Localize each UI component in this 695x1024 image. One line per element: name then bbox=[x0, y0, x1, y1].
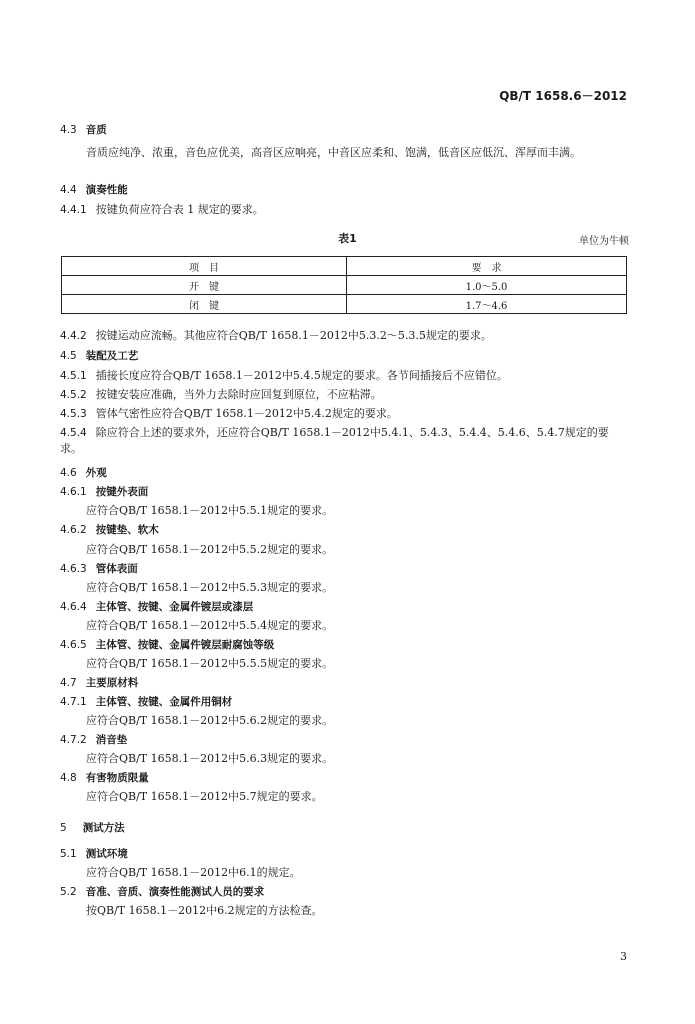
paragraph: 应符合QB/T 1658.1－2012中5.6.3规定的要求。 bbox=[86, 752, 334, 765]
table-header-cell: 项 目 bbox=[62, 257, 347, 276]
table-unit: 单位为牛顿 bbox=[579, 236, 629, 247]
section-heading: 4.6 外观 bbox=[60, 467, 107, 479]
paragraph: 应符合QB/T 1658.1－2012中5.5.4规定的要求。 bbox=[86, 619, 334, 632]
clause: 4.4.2 按键运动应流畅。其他应符合QB/T 1658.1－2012中5.3.2～5.3.5规定的要求。 bbox=[60, 329, 492, 342]
chapter-heading: 5 测试方法 bbox=[60, 822, 125, 834]
section-heading: 4.3 音质 bbox=[60, 124, 107, 136]
section-heading: 4.8 有害物质限量 bbox=[60, 772, 149, 784]
section-heading: 4.4 演奏性能 bbox=[60, 184, 128, 196]
load-table bbox=[61, 256, 627, 314]
table-header-cell: 要 求 bbox=[347, 257, 627, 276]
table-row bbox=[62, 295, 627, 314]
subsection-heading: 4.6.2 按键垫、软木 bbox=[60, 524, 159, 536]
paragraph: 音质应纯净、浓重，音色应优美，高音区应响亮，中音区应柔和、饱满，低音区应低沉、浑厚而丰满。 bbox=[86, 146, 581, 159]
standard-header: QB/T 1658.6－2012 bbox=[499, 89, 627, 103]
paragraph: 应符合QB/T 1658.1－2012中5.5.3规定的要求。 bbox=[86, 581, 334, 594]
paragraph: 应符合QB/T 1658.1－2012中5.6.2规定的要求。 bbox=[86, 714, 334, 727]
paragraph: 按QB/T 1658.1－2012中6.2规定的方法检查。 bbox=[86, 904, 323, 917]
subsection-heading: 4.7.1 主体管、按键、金属件用铜材 bbox=[60, 696, 233, 708]
section-heading: 5.1 测试环境 bbox=[60, 848, 128, 860]
table-cell: 开 键 bbox=[62, 276, 347, 295]
table-header-row bbox=[62, 257, 627, 276]
subsection-heading: 4.6.3 管体表面 bbox=[60, 563, 138, 575]
clause: 4.5.4 除应符合上述的要求外，还应符合QB/T 1658.1－2012中5.4.1、5.4.3、5.4.4、5.4.6、5.4.7规定的要求。 bbox=[60, 426, 609, 455]
section-heading: 5.2 音准、音质、演奏性能测试人员的要求 bbox=[60, 886, 265, 898]
paragraph: 应符合QB/T 1658.1－2012中6.1的规定。 bbox=[86, 866, 301, 879]
page-number: 3 bbox=[620, 950, 627, 963]
clause: 4.4.1 按键负荷应符合表 1 规定的要求。 bbox=[60, 203, 264, 216]
clause: 4.5.2 按键安装应准确，当外力去除时应回复到原位，不应粘滞。 bbox=[60, 388, 382, 401]
subsection-heading: 4.7.2 消音垫 bbox=[60, 734, 128, 746]
paragraph: 应符合QB/T 1658.1－2012中5.5.1规定的要求。 bbox=[86, 504, 334, 517]
table-caption: 表1 bbox=[338, 232, 357, 245]
paragraph: 应符合QB/T 1658.1－2012中5.5.2规定的要求。 bbox=[86, 543, 334, 556]
table-row bbox=[62, 276, 627, 295]
section-heading: 4.5 装配及工艺 bbox=[60, 350, 139, 362]
section-heading: 4.7 主要原材料 bbox=[60, 677, 139, 689]
paragraph: 应符合QB/T 1658.1－2012中5.5.5规定的要求。 bbox=[86, 657, 334, 670]
subsection-heading: 4.6.4 主体管、按键、金属件镀层或漆层 bbox=[60, 601, 254, 613]
table-cell: 1.7～4.6 bbox=[347, 295, 627, 314]
table-cell: 闭 键 bbox=[62, 295, 347, 314]
subsection-heading: 4.6.1 按键外表面 bbox=[60, 486, 149, 498]
paragraph: 应符合QB/T 1658.1－2012中5.7规定的要求。 bbox=[86, 790, 323, 803]
clause: 4.5.1 插接长度应符合QB/T 1658.1－2012中5.4.5规定的要求。各节间插接后不应错位。 bbox=[60, 369, 508, 382]
subsection-heading: 4.6.5 主体管、按键、金属件镀层耐腐蚀等级 bbox=[60, 639, 275, 651]
clause: 4.5.3 管体气密性应符合QB/T 1658.1－2012中5.4.2规定的要求。 bbox=[60, 407, 398, 420]
table-cell: 1.0～5.0 bbox=[347, 276, 627, 295]
